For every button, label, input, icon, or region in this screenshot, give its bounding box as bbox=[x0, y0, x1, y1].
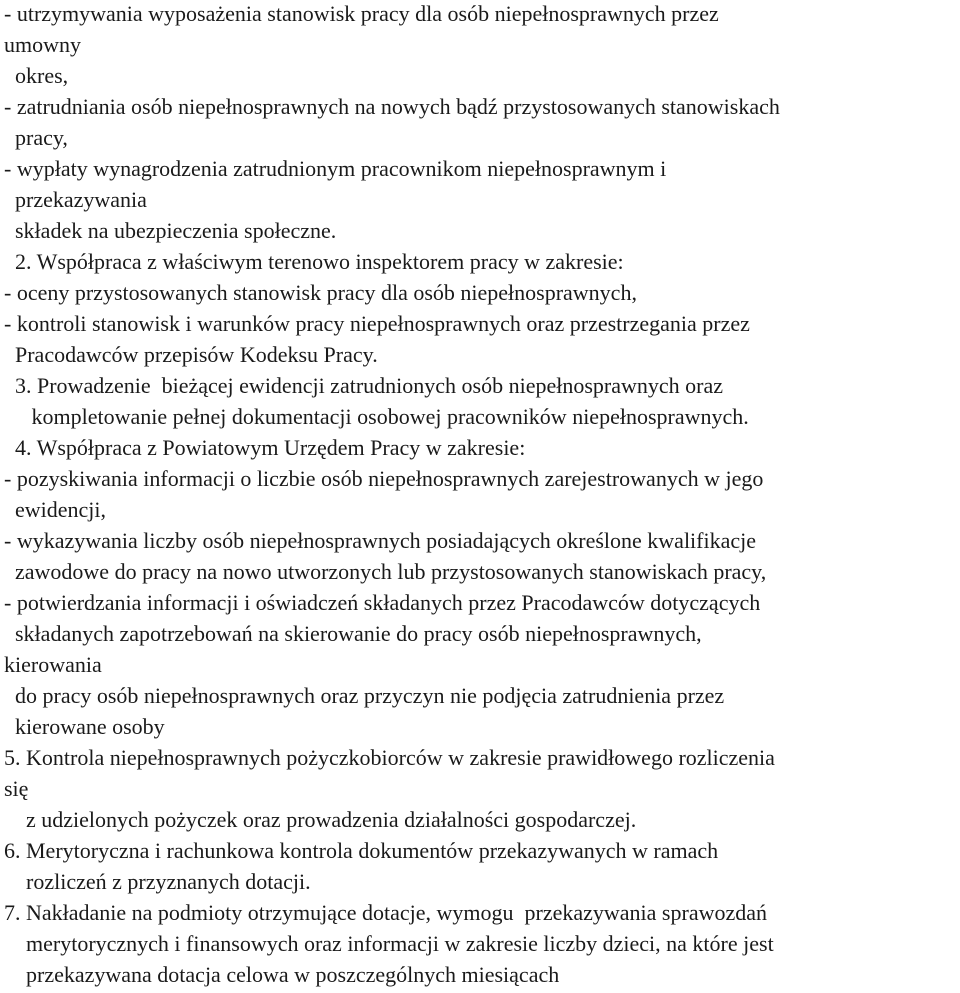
text-line: przekazywania bbox=[4, 187, 147, 212]
text-line: ewidencji, bbox=[4, 497, 107, 522]
text-line: kierowane osoby bbox=[4, 714, 165, 739]
text-line: - utrzymywania wyposażenia stanowisk pracy dla osób niepełnosprawnych przez bbox=[4, 1, 719, 26]
text-line: kompletowanie pełnej dokumentacji osobowej pracowników niepełnosprawnych. bbox=[4, 404, 749, 429]
text-line: z udzielonych pożyczek oraz prowadzenia działalności gospodarczej. bbox=[4, 807, 637, 832]
text-line: - oceny przystosowanych stanowisk pracy dla osób niepełnosprawnych, bbox=[4, 280, 637, 305]
text-line: - wypłaty wynagrodzenia zatrudnionym pracownikom niepełnosprawnym i bbox=[4, 156, 667, 181]
text-line: - zatrudniania osób niepełnosprawnych na nowych bądź przystosowanych stanowiskach bbox=[4, 94, 780, 119]
text-line: przekazywana dotacja celowa w poszczególnych miesiącach bbox=[4, 962, 560, 987]
section-heading: 7. Nakładanie na podmioty otrzymujące dotacje, wymogu przekazywania sprawozdań bbox=[4, 900, 767, 925]
text-line: pracy, bbox=[4, 125, 68, 150]
section-heading: 6. Merytoryczna i rachunkowa kontrola dokumentów przekazywanych w ramach bbox=[4, 838, 719, 863]
text-line: okres, bbox=[4, 63, 69, 88]
text-line: składanych zapotrzebowań na skierowanie do pracy osób niepełnosprawnych, bbox=[4, 621, 702, 646]
text-line: rozliczeń z przyznanych dotacji. bbox=[4, 869, 311, 894]
text-line: kierowania bbox=[4, 652, 102, 677]
text-line: - potwierdzania informacji i oświadczeń składanych przez Pracodawców dotyczących bbox=[4, 590, 761, 615]
section-heading: 2. Współpraca z właściwym terenowo inspektorem pracy w zakresie: bbox=[4, 249, 624, 274]
text-line: merytorycznych i finansowych oraz informacji w zakresie liczby dzieci, na które jest bbox=[4, 931, 774, 956]
section-heading: 3. Prowadzenie bieżącej ewidencji zatrudnionych osób niepełnosprawnych oraz bbox=[4, 373, 724, 398]
text-line: składek na ubezpieczenia społeczne. bbox=[4, 218, 337, 243]
text-line: - pozyskiwania informacji o liczbie osób niepełnosprawnych zarejestrowanych w jego bbox=[4, 466, 764, 491]
text-line: zawodowe do pracy na nowo utworzonych lub przystosowanych stanowiskach pracy, bbox=[4, 559, 767, 584]
section-heading: 5. Kontrola niepełnosprawnych pożyczkobiorców w zakresie prawidłowego rozliczenia bbox=[4, 745, 775, 770]
text-line: umowny bbox=[4, 32, 81, 57]
text-line: - kontroli stanowisk i warunków pracy niepełnosprawnych oraz przestrzegania przez bbox=[4, 311, 750, 336]
text-line: się bbox=[4, 776, 29, 801]
text-line: - wykazywania liczby osób niepełnosprawnych posiadających określone kwalifikacje bbox=[4, 528, 757, 553]
text-line: Pracodawców przepisów Kodeksu Pracy. bbox=[4, 342, 378, 367]
section-heading: 4. Współpraca z Powiatowym Urzędem Pracy w zakresie: bbox=[4, 435, 526, 460]
text-line: do pracy osób niepełnosprawnych oraz przyczyn nie podjęcia zatrudnienia przez bbox=[4, 683, 725, 708]
